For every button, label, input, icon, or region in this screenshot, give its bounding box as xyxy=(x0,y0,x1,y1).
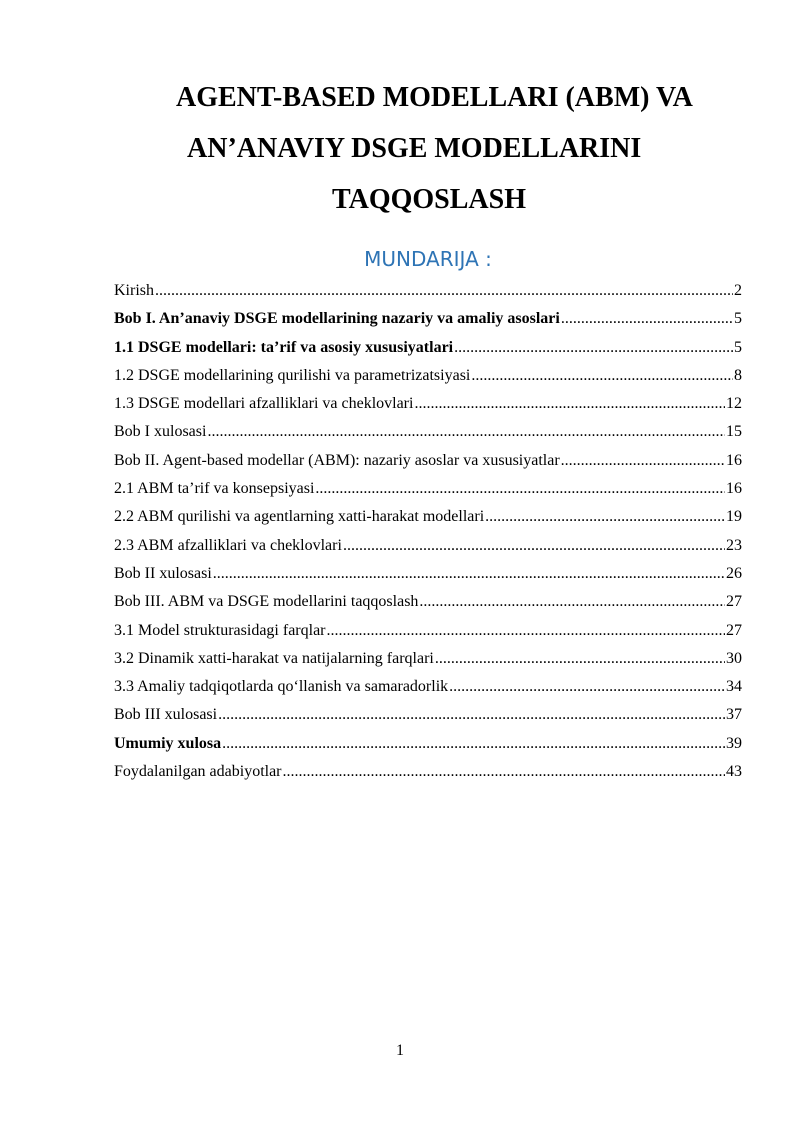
table-of-contents xyxy=(114,277,742,786)
toc-entry-title: Kirish xyxy=(114,282,154,299)
toc-entry-title: Bob II. Agent-based modellar (ABM): nazariy asoslar va xususiyatlar xyxy=(114,451,560,469)
toc-entry-title: 1.1 DSGE modellari: ta’rif va asosiy xususiyatlari xyxy=(114,338,454,356)
toc-dot-leader xyxy=(485,503,725,531)
toc-entry-title: 2.3 ABM afzalliklari va cheklovlari xyxy=(114,536,342,554)
toc-entry-title: Bob III. ABM va DSGE modellarini taqqoslash xyxy=(114,593,419,611)
toc-dot-leader xyxy=(218,701,725,729)
toc-entry[interactable] xyxy=(114,277,742,305)
toc-entry-title: Bob I. An’anaviy DSGE modellarining nazariy va amaliy asoslari xyxy=(114,310,560,328)
toc-dot-leader xyxy=(315,475,725,503)
toc-dot-leader xyxy=(414,390,725,418)
toc-entry[interactable] xyxy=(114,503,742,531)
toc-entry[interactable] xyxy=(114,305,742,333)
toc-dot-leader xyxy=(213,560,725,588)
toc-entry[interactable] xyxy=(114,447,742,475)
toc-dot-leader xyxy=(207,418,725,446)
toc-dot-leader xyxy=(561,447,725,475)
toc-entry[interactable] xyxy=(114,475,742,503)
toc-dot-leader xyxy=(419,588,725,616)
page-number: 1 xyxy=(396,1042,404,1059)
toc-entry-title: 3.1 Model strukturasidagi farqlar xyxy=(114,621,326,639)
toc-dot-leader xyxy=(155,277,733,305)
toc-heading: MUNDARIJA : xyxy=(364,247,492,271)
toc-entry-title: Bob I xulosasi xyxy=(114,423,207,441)
toc-entry-page: 23 xyxy=(726,536,742,554)
toc-entry[interactable] xyxy=(114,560,742,588)
toc-dot-leader xyxy=(283,758,725,786)
toc-entry-title: 2.2 ABM qurilishi va agentlarning xatti-harakat modellari xyxy=(114,508,485,526)
title-line-3: TAQQOSLASH xyxy=(332,184,526,215)
toc-entry[interactable] xyxy=(114,617,742,645)
toc-entry-page: 43 xyxy=(726,763,742,781)
toc-entry-page: 19 xyxy=(726,508,742,526)
toc-dot-leader xyxy=(343,532,725,560)
toc-entry-title: 1.2 DSGE modellarining qurilishi va parametrizatsiyasi xyxy=(114,366,471,384)
title-line-1: AGENT-BASED MODELLARI (ABM) VA xyxy=(176,82,693,113)
toc-entry-page: 16 xyxy=(726,480,742,498)
document-title xyxy=(114,72,744,225)
toc-entry[interactable] xyxy=(114,730,742,758)
toc-entry[interactable] xyxy=(114,701,742,729)
toc-entry-page: 2 xyxy=(734,282,742,299)
toc-entry-page: 39 xyxy=(726,734,742,752)
toc-entry-title: Bob II xulosasi xyxy=(114,564,212,582)
toc-entry[interactable] xyxy=(114,362,742,390)
toc-entry[interactable] xyxy=(114,418,742,446)
toc-dot-leader xyxy=(449,673,725,701)
toc-entry-page: 27 xyxy=(726,621,742,639)
toc-entry-page: 27 xyxy=(726,593,742,611)
toc-entry-title: 3.2 Dinamik xatti-harakat va natijalarning farqlari xyxy=(114,649,434,667)
toc-entry[interactable] xyxy=(114,673,742,701)
toc-entry-page: 5 xyxy=(734,338,742,356)
toc-entry-title: 2.1 ABM ta’rif va konsepsiyasi xyxy=(114,480,315,498)
toc-entry-page: 16 xyxy=(726,451,742,469)
toc-entry-page: 37 xyxy=(726,706,742,724)
toc-entry[interactable] xyxy=(114,588,742,616)
toc-entry-title: 3.3 Amaliy tadqiqotlarda qo‘llanish va samaradorlik xyxy=(114,678,449,696)
toc-entry-page: 5 xyxy=(734,310,742,328)
toc-dot-leader xyxy=(454,334,733,362)
toc-entry-title: 1.3 DSGE modellari afzalliklari va cheklovlari xyxy=(114,395,414,413)
toc-entry-page: 34 xyxy=(726,678,742,696)
toc-entry[interactable] xyxy=(114,758,742,786)
toc-entry-page: 12 xyxy=(726,395,742,413)
toc-entry-page: 8 xyxy=(734,366,742,384)
toc-entry-page: 30 xyxy=(726,649,742,667)
toc-entry-title: Umumiy xulosa xyxy=(114,734,222,752)
toc-dot-leader xyxy=(222,730,725,758)
toc-dot-leader xyxy=(471,362,733,390)
toc-entry[interactable] xyxy=(114,645,742,673)
toc-dot-leader xyxy=(561,305,733,333)
title-line-2: AN’ANAVIY DSGE MODELLARINI xyxy=(187,133,642,164)
toc-entry-title: Foydalanilgan adabiyotlar xyxy=(114,763,282,781)
toc-dot-leader xyxy=(327,617,726,645)
toc-entry-page: 15 xyxy=(726,423,742,441)
toc-entry[interactable] xyxy=(114,532,742,560)
toc-entry-title: Bob III xulosasi xyxy=(114,706,218,724)
toc-dot-leader xyxy=(435,645,725,673)
toc-entry-page: 26 xyxy=(726,564,742,582)
toc-entry[interactable] xyxy=(114,334,742,362)
toc-entry[interactable] xyxy=(114,390,742,418)
